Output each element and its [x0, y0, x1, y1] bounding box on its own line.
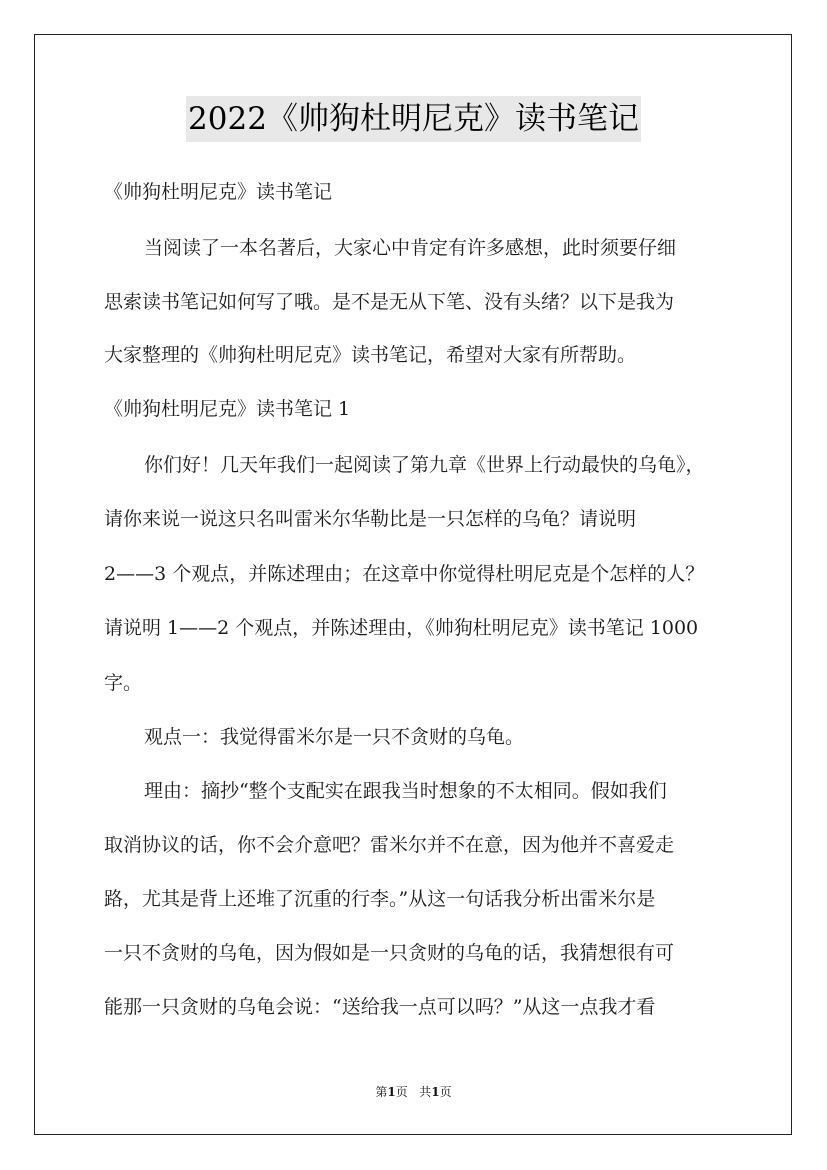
paragraph-line: 思索读书笔记如何写了哦。是不是无从下笔、没有头绪？以下是我为 — [104, 291, 675, 313]
footer-total-suffix: 页 — [439, 1085, 452, 1099]
footer-page-prefix: 第 — [375, 1085, 388, 1099]
paragraph-line: 大家整理的《帅狗杜明尼克》读书笔记，希望对大家有所帮助。 — [104, 344, 637, 366]
section-heading: 《帅狗杜明尼克》读书笔记 1 — [104, 398, 351, 420]
paragraph-line: 字。 — [104, 672, 143, 694]
paragraph-line: 你们好！几天年我们一起阅读了第九章《世界上行动最快的乌龟》， — [144, 454, 705, 476]
paragraph-line: 观点一：我觉得雷米尔是一只不贪财的乌龟。 — [144, 726, 525, 748]
footer-total-prefix: 共 — [419, 1085, 432, 1099]
paragraph-line: 一只不贪财的乌龟，因为假如是一只贪财的乌龟的话，我猜想很有可 — [104, 942, 675, 964]
paragraph-line: 取消协议的话，你不会介意吧？雷米尔并不在意，因为他并不喜爱走 — [104, 834, 675, 856]
paragraph-line: 理由：摘抄“整个支配实在跟我当时想象的不太相同。假如我们 — [144, 780, 667, 802]
subtitle-line: 《帅狗杜明尼克》读书笔记 — [104, 181, 333, 203]
footer-total-number: 1 — [431, 1085, 440, 1099]
paragraph-line: 当阅读了一本名著后，大家心中肯定有许多感想，此时须要仔细 — [144, 237, 677, 259]
page-footer — [0, 1084, 827, 1100]
document-title: 2022《帅狗杜明尼克》读书笔记 — [186, 96, 641, 142]
paragraph-line: 能那一只贪财的乌龟会说：“送给我一点可以吗？”从这一点我才看 — [104, 996, 656, 1018]
paragraph-line: 2——3 个观点，并陈述理由；在这章中你觉得杜明尼克是个怎样的人？ — [104, 563, 705, 585]
paragraph-line: 请你来说一说这只名叫雷米尔华勒比是一只怎样的乌龟？请说明 — [104, 508, 637, 530]
paragraph-line: 请说明 1——2 个观点，并陈述理由，《帅狗杜明尼克》读书笔记 1000 — [104, 617, 699, 639]
footer-page-number: 1 — [387, 1085, 396, 1099]
document-title-wrap — [0, 96, 827, 142]
paragraph-line: 路，尤其是背上还堆了沉重的行李。”从这一句话我分析出雷米尔是 — [104, 888, 656, 910]
footer-page-suffix: 页 — [395, 1085, 408, 1099]
